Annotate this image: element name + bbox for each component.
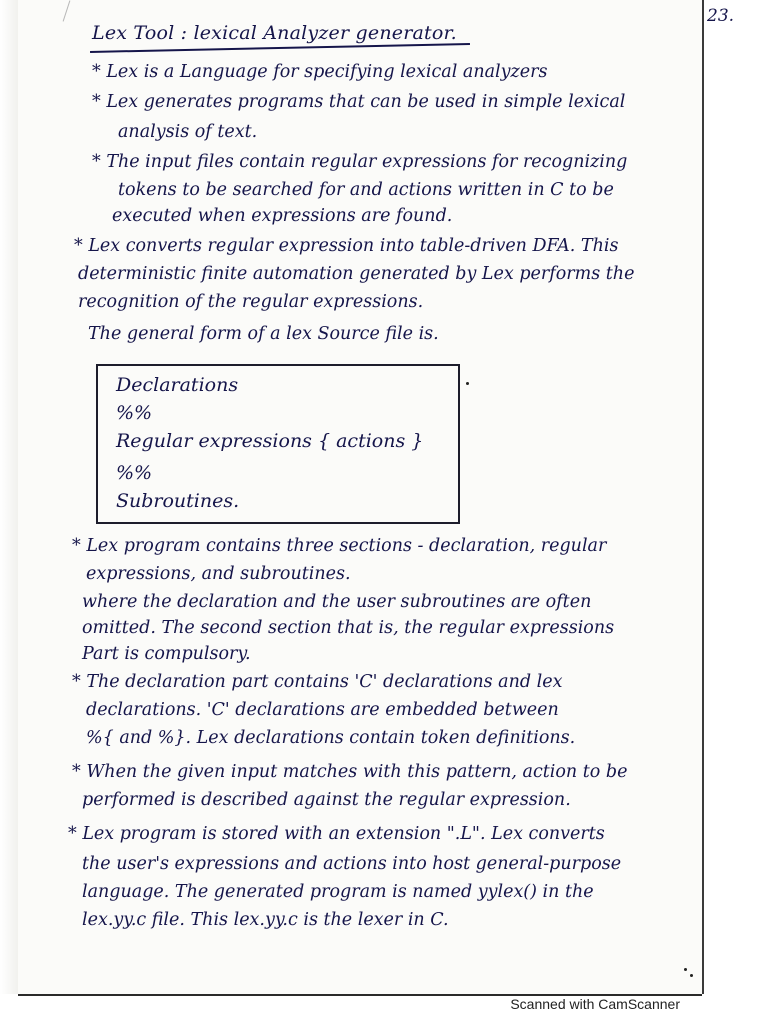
- box-separator-1: %%: [116, 402, 153, 424]
- note-line: where the declaration and the user subroutines are often: [82, 592, 592, 612]
- page-number: 23.: [707, 6, 735, 26]
- note-line: * The declaration part contains 'C' declarations and lex: [72, 672, 563, 692]
- note-line: executed when expressions are found.: [112, 206, 453, 226]
- note-line: %{ and %}. Lex declarations contain token definitions.: [86, 728, 576, 748]
- note-line: omitted. The second section that is, the regular expressions: [82, 618, 615, 638]
- note-line: * Lex is a Language for specifying lexical analyzers: [92, 62, 548, 82]
- note-line: lex.yy.c file. This lex.yy.c is the lexer in C.: [82, 910, 449, 930]
- note-line: deterministic finite automation generated by Lex performs the: [78, 264, 635, 284]
- note-line: * Lex program is stored with an extension ".L". Lex converts: [68, 824, 605, 844]
- note-line: expressions, and subroutines.: [86, 564, 351, 584]
- note-line: performed is described against the regular expression.: [82, 790, 571, 810]
- note-line: * Lex program contains three sections - declaration, regular: [72, 536, 607, 556]
- note-line: recognition of the regular expressions.: [78, 292, 424, 312]
- note-line: * Lex generates programs that can be used in simple lexical: [92, 92, 626, 112]
- note-line: * Lex converts regular expression into table-driven DFA. This: [74, 236, 619, 256]
- note-line: The general form of a lex Source file is.: [88, 324, 439, 344]
- scanner-watermark: Scanned with CamScanner: [510, 996, 680, 1012]
- note-line: tokens to be searched for and actions written in C to be: [118, 180, 614, 200]
- box-subroutines: Subroutines.: [116, 490, 240, 512]
- margin-line: [702, 0, 704, 994]
- note-line: * The input files contain regular expressions for recognizing: [92, 152, 628, 172]
- note-line: analysis of text.: [118, 122, 258, 142]
- note-line: Part is compulsory.: [82, 644, 251, 664]
- page-title: Lex Tool : lexical Analyzer generator.: [92, 22, 457, 44]
- pen-dot: [684, 968, 687, 971]
- note-line: * When the given input matches with this pattern, action to be: [72, 762, 628, 782]
- box-separator-2: %%: [116, 462, 153, 484]
- note-line: declarations. 'C' declarations are embedded between: [86, 700, 559, 720]
- note-line: the user's expressions and actions into host general-purpose: [82, 854, 622, 874]
- box-declarations: Declarations: [116, 374, 239, 396]
- lex-structure-box: [96, 364, 460, 524]
- box-rules: Regular expressions { actions }: [116, 430, 424, 452]
- pen-dot: [690, 974, 693, 977]
- pen-dot: [466, 382, 469, 385]
- note-line: language. The generated program is named yylex() in the: [82, 882, 594, 902]
